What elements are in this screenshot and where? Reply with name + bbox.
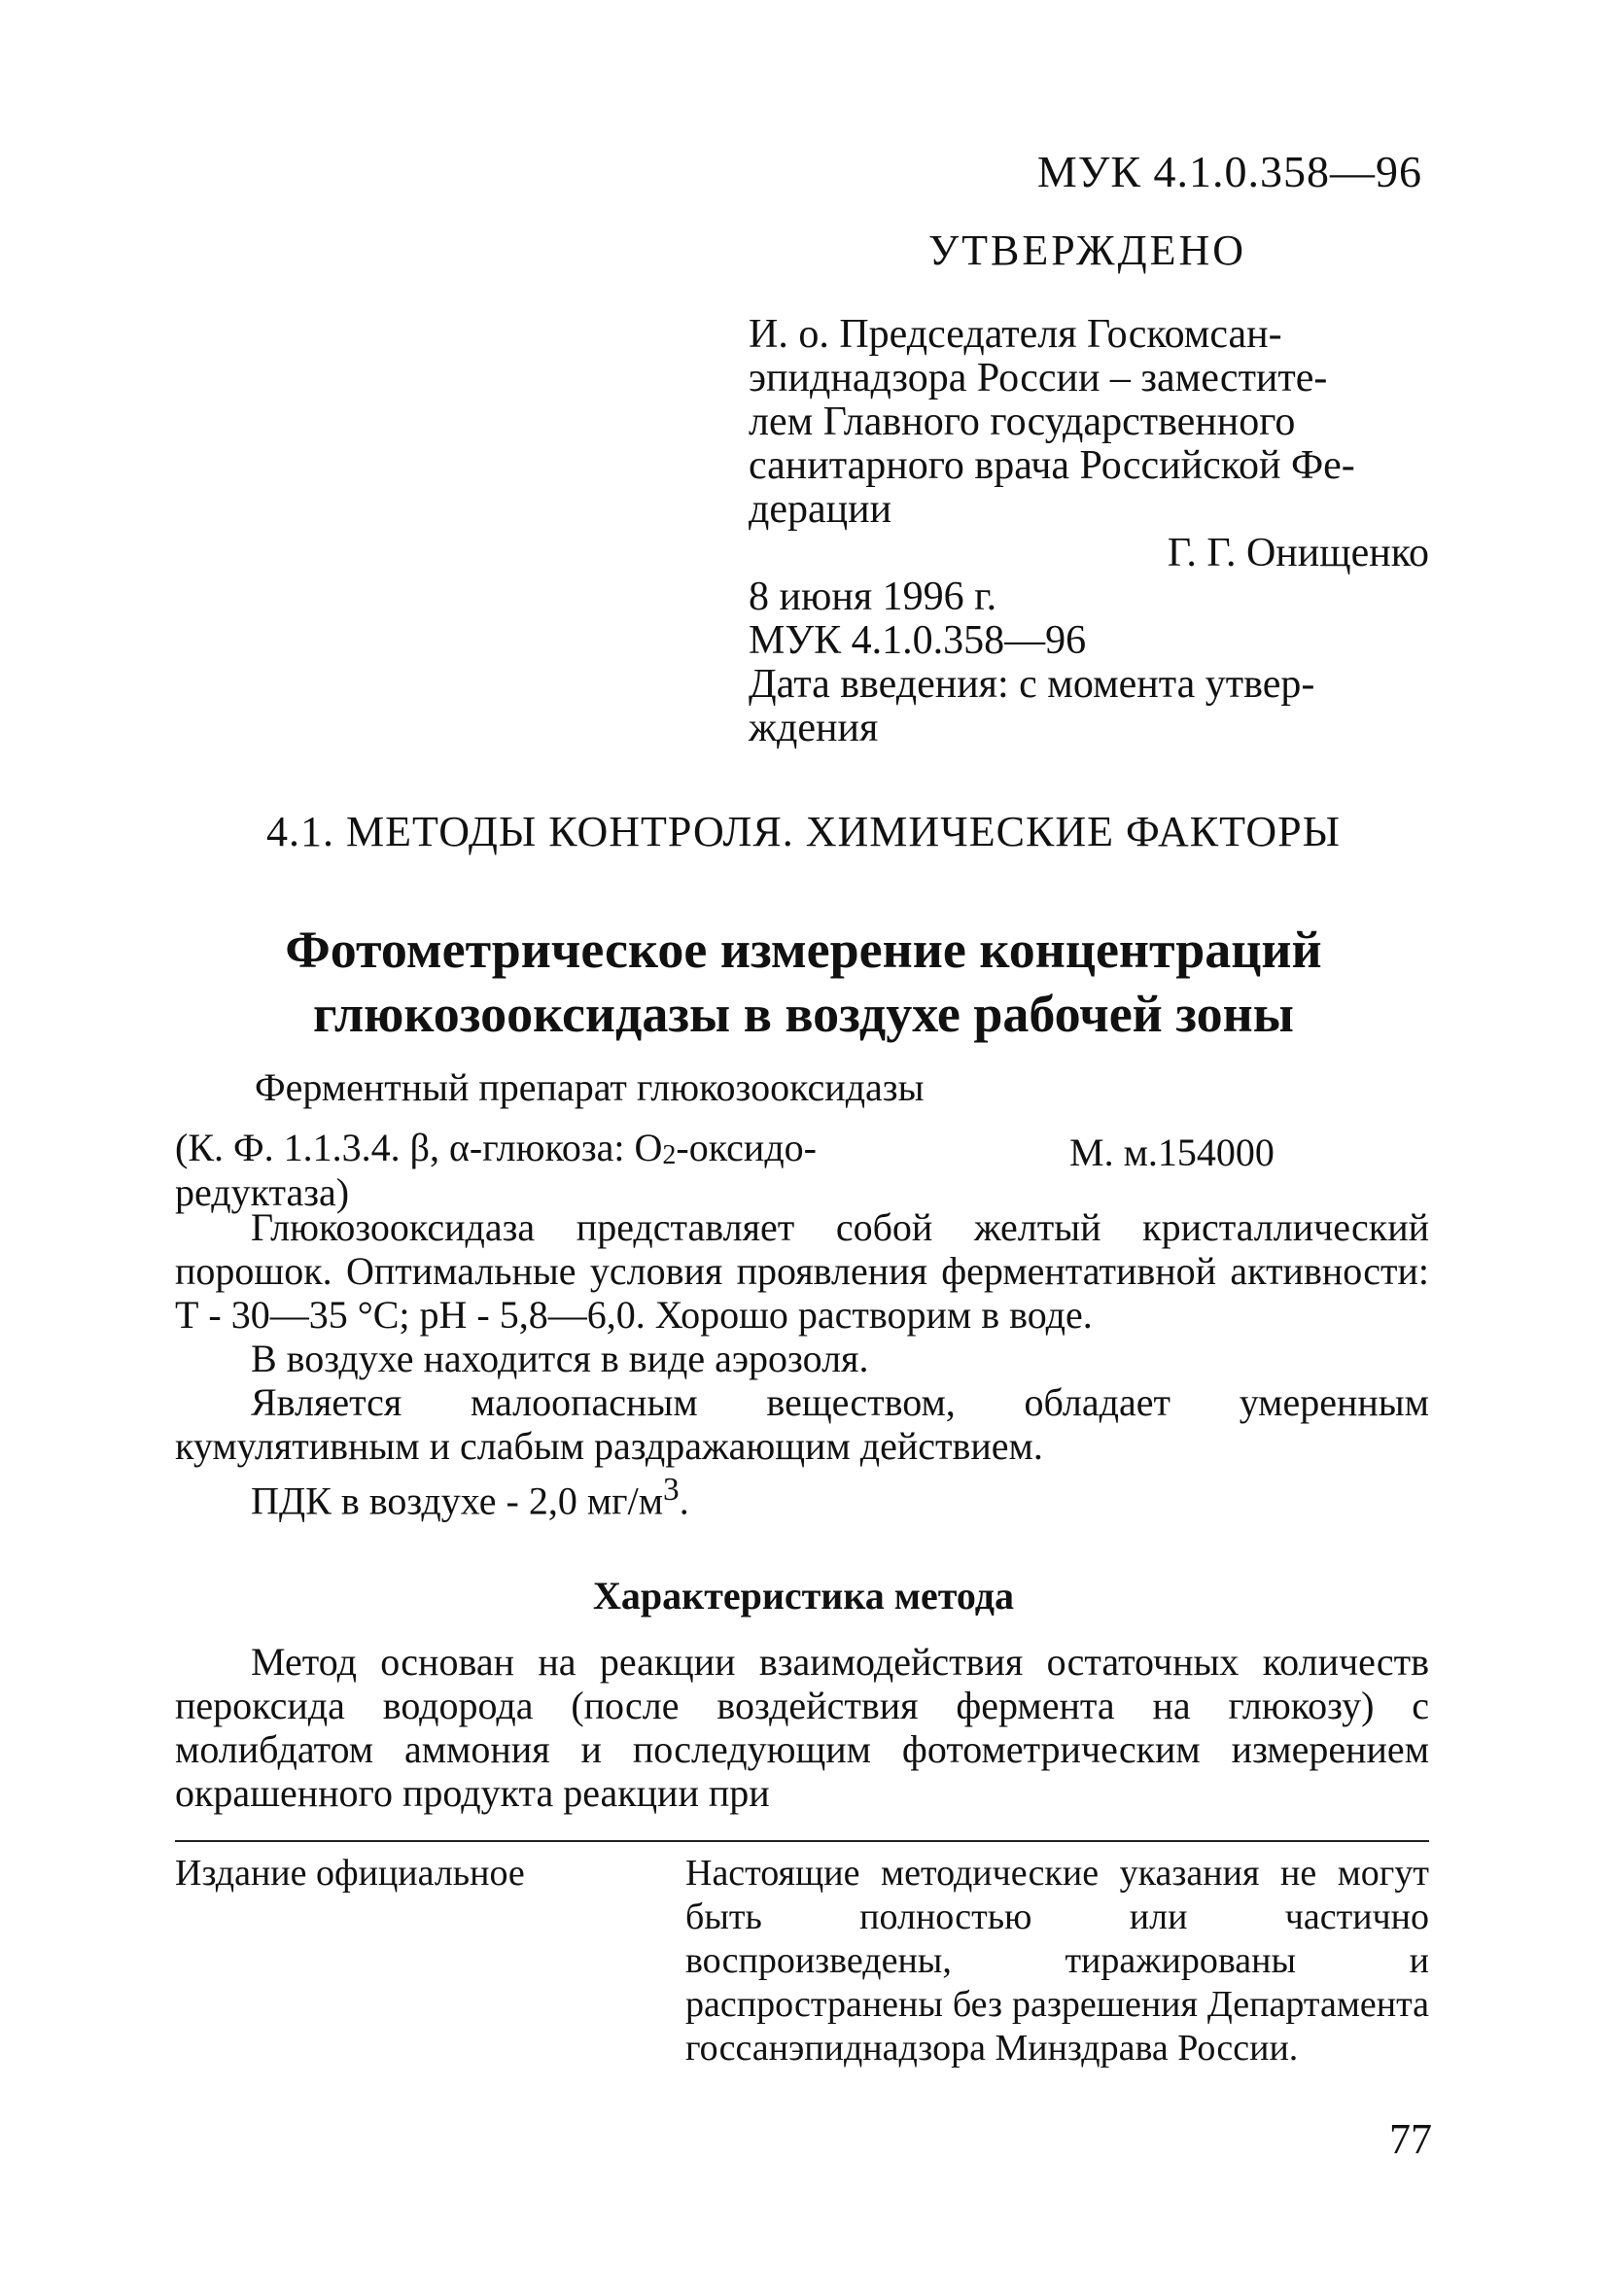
approval-line: санитарного врача Российской Фе- xyxy=(749,443,1355,488)
description-body xyxy=(175,1205,1429,1522)
paragraph: Метод основан на реакции взаимодействия остаточных количеств пероксида водорода (после воздействия фермента на глюкозу) с молибдатом аммония и последующим фотометрическим измерением окрашенного продукта реакции при xyxy=(175,1640,1429,1815)
paragraph: Глюкозооксидаза представляет собой желтый кристаллический порошок. Оптимальные условия проявления ферментативной активности: Т - 30—35 °С; рН - 5,8—6,0. Хорошо растворим в воде. xyxy=(175,1205,1429,1337)
subtitle: Ферментный препарат глюкозооксидазы xyxy=(255,1065,925,1109)
formula-prefix: (К. Ф. 1.1.3.4. β, α-глюкоза: O xyxy=(175,1126,663,1169)
title-line: Фотометрическое измерение концентраций xyxy=(285,921,1322,979)
approval-line: И. о. Председателя Госкомсан- xyxy=(749,312,1282,357)
approval-line: лем Главного государственного xyxy=(749,400,1296,444)
enzyme-formula xyxy=(175,1126,817,1214)
page-number: 77 xyxy=(1389,2115,1432,2163)
title-line: глюкозооксидазы в воздухе рабочей зоны xyxy=(313,985,1294,1043)
document-code-secondary: МУК 4.1.0.358—96 xyxy=(749,618,1087,663)
mac-text: ПДК в воздухе - 2,0 мг/м xyxy=(251,1478,664,1523)
formula-line-2: редуктаза) xyxy=(175,1170,350,1214)
document-title xyxy=(146,918,1461,1046)
signer-name: Г. Г. Онищенко xyxy=(1167,531,1429,575)
approval-line: дерации xyxy=(749,487,892,532)
document-code: МУК 4.1.0.358—96 xyxy=(1036,147,1422,196)
section-title: 4.1. МЕТОДЫ КОНТРОЛЯ. ХИМИЧЕСКИЕ ФАКТОРЫ xyxy=(265,808,1342,855)
formula-subscript: 2 xyxy=(662,1140,677,1170)
approval-date: 8 июня 1996 г. xyxy=(749,574,997,619)
copyright-notice: Настоящие методические указания не могут быть полностью или частично воспроизведены, тиражированы и распространены без разрешения Департамента госсанэпиднадзора Минздрава России. xyxy=(685,1853,1429,2069)
method-heading: Характеристика метода xyxy=(593,1574,1014,1618)
intro-date-line: ждения xyxy=(749,706,879,750)
official-edition-label: Издание официальное xyxy=(175,1853,525,1894)
paragraph: В воздухе находится в виде аэрозоля. xyxy=(251,1337,869,1380)
intro-date-line: Дата введения: с момента утвер- xyxy=(749,662,1315,707)
footer-divider xyxy=(175,1840,1429,1842)
formula-suffix: -оксидо- xyxy=(676,1126,817,1169)
approved-label: УТВЕРЖДЕНО xyxy=(928,226,1247,274)
method-body xyxy=(175,1640,1429,1815)
approval-line: эпиднадзора России – заместите- xyxy=(749,356,1328,400)
molar-mass: М. м.154000 xyxy=(1069,1131,1275,1174)
paragraph: Является малоопасным веществом, обладает умеренным кумулятивным и слабым раздражающим действием. xyxy=(175,1380,1429,1468)
mac-superscript: 3 xyxy=(663,1472,680,1508)
mac-paragraph xyxy=(175,1468,1429,1522)
approval-block xyxy=(749,313,1429,750)
mac-end: . xyxy=(679,1478,689,1523)
